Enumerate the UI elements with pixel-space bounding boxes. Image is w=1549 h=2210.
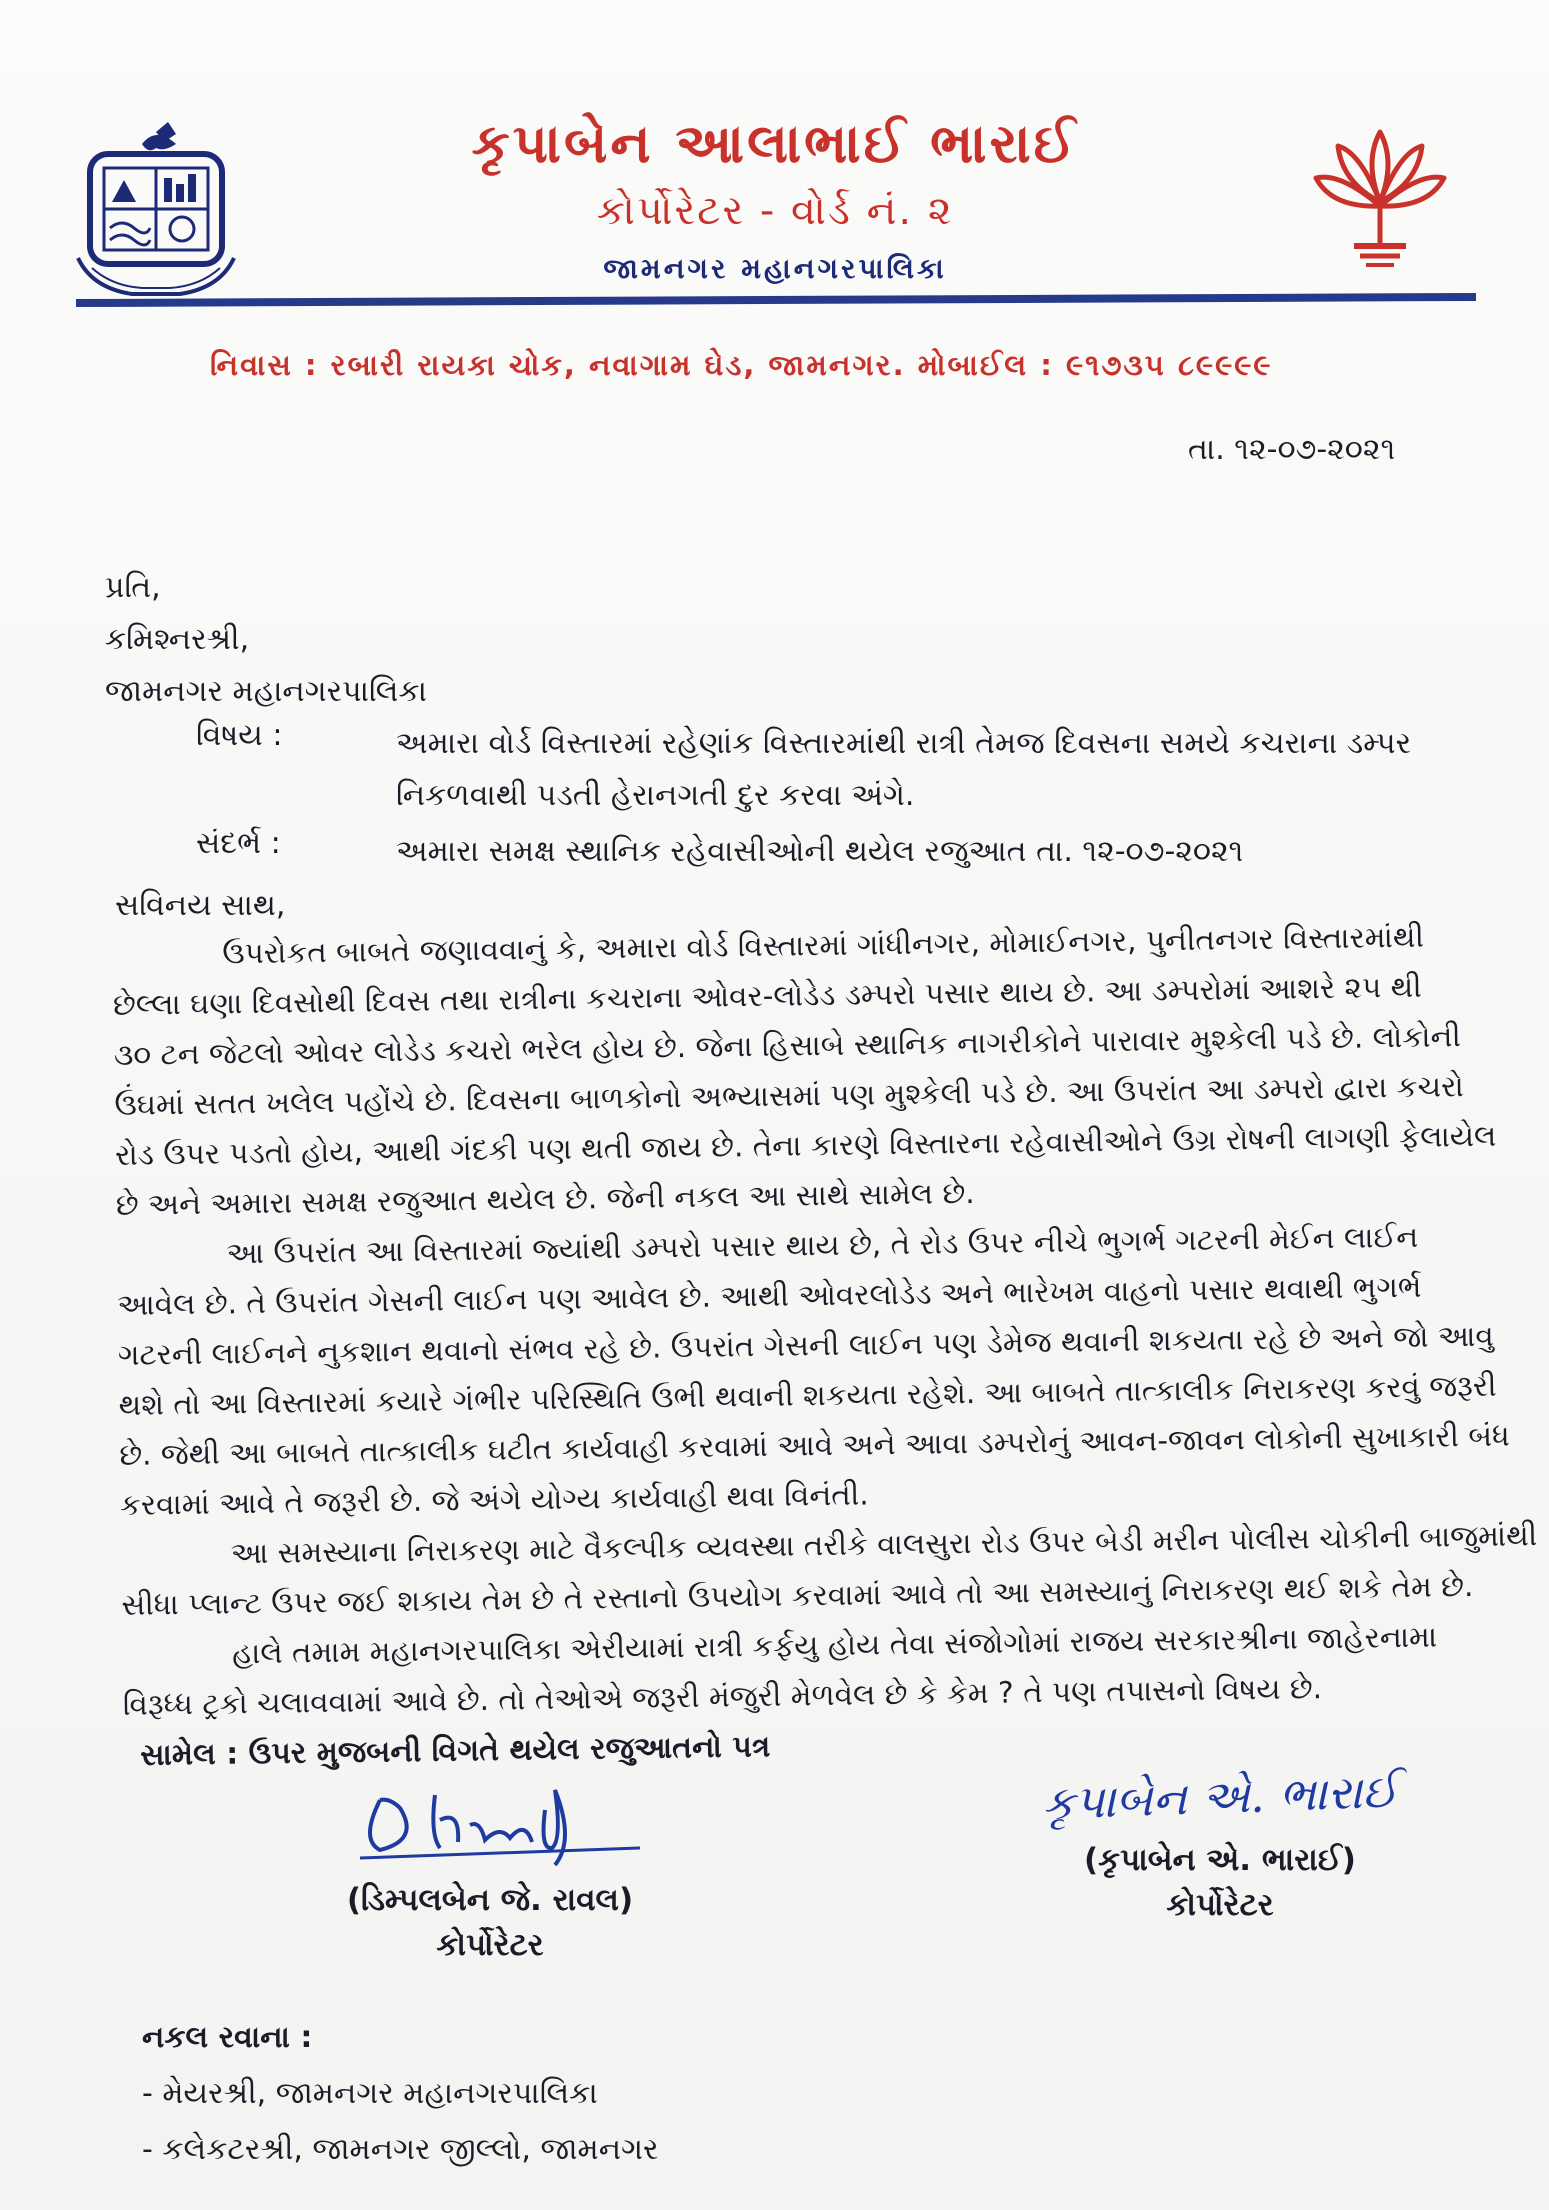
letterhead-organization: જામનગર મહાનગરપાલિકા — [603, 252, 947, 285]
signatory-name: (કૃપાબેન એ. ભારાઈ) — [1084, 1842, 1356, 1878]
signatory-left — [300, 1780, 680, 1964]
signatory-title: કોર્પોરેટર — [1166, 1887, 1274, 1923]
subject-line: અમારા વોર્ડ વિસ્તારમાં રહેણાંક વિસ્તારમાંથી રાત્રી તેમજ દિવસના સમયે કચરાના ડમ્પર — [396, 726, 1412, 761]
header-divider — [76, 293, 1476, 307]
letterhead-name: કૃપાબેન આલાભાઈ ભારાઈ — [471, 112, 1079, 175]
body-line: સીધા પ્લાન્ટ ઉપર જઈ શકાય તેમ છે તે રસ્તાનો ઉપયોગ કરવામાં આવે તો આ સમસ્યાનું નિરાકરણ થઈ શકે તેમ છે. — [121, 1569, 1474, 1622]
reference-text: અમારા સમક્ષ સ્થાનિક રહેવાસીઓની થયેલ રજુઆત તા. ૧૨-૦૭-૨૦૨૧ — [396, 834, 1244, 869]
reference-label: સંદર્ભ : — [196, 826, 281, 861]
enclosure-note: સામેલ : ઉપર મુજબની વિગતે થયેલ રજુઆતનો પત્ર — [140, 1729, 771, 1773]
recipient-to: પ્રતિ, — [105, 570, 161, 605]
copies-heading: નકલ રવાના : — [142, 2020, 313, 2055]
body-line: છે અને અમારા સમક્ષ રજુઆત થયેલ છે. જેની નકલ આ સાથે સામેલ છે. — [115, 1175, 975, 1222]
salutation: સવિનય સાથ, — [115, 888, 286, 923]
copies-block — [142, 2010, 658, 2178]
signatory-name: (ડિમ્પલબેન જે. રાવલ) — [346, 1882, 634, 1918]
handwritten-signature-icon — [340, 1780, 640, 1870]
letter-body — [112, 911, 1538, 1730]
body-line: ઉપરોકત બાબતે જણાવવાનું કે, અમારા વોર્ડ વિસ્તારમાં ગાંધીનગર, મોમાઈનગર, પુનીતનગર વિસ્તારમાંથી — [222, 919, 1425, 971]
subject-block — [196, 718, 1466, 878]
address-line: નિવાસ : રબારી રાયકા ચોક, નવાગામ ઘેડ, જામનગર. મોબાઈલ : ૯૧૭૩૫ ૮૯૯૯૯ — [210, 348, 1273, 382]
body-line: હાલે તમામ મહાનગરપાલિકા એરીયામાં રાત્રી કર્ફયુ હોય તેવા સંજોગોમાં રાજય સરકારશ્રીના જાહેરનામા — [231, 1619, 1438, 1671]
recipient-office: જામનગર મહાનગરપાલિકા — [105, 674, 427, 709]
municipal-crest-icon — [72, 118, 240, 308]
body-line: છે. જેથી આ બાબતે તાત્કાલીક ઘટીત કાર્યવાહી કરવામાં આવે અને આવા ડમ્પરોનું આવન-જાવન લોકોની સુખાકારી બંધ — [119, 1418, 1510, 1472]
subject-line: નિકળવાથી પડતી હેરાનગતી દુર કરવા અંગે. — [396, 778, 915, 813]
signatory-title: કોર્પોરેટર — [436, 1927, 544, 1963]
body-line: થશે તો આ વિસ્તારમાં કયારે ગંભીર પરિસ્થિતિ ઉભી થવાની શકયતા રહેશે. આ બાબતે તાત્કાલીક નિરાકરણ કરવું જરૂરી — [118, 1368, 1497, 1422]
body-line: ગટરની લાઈનને નુકશાન થવાનો સંભવ રહે છે. ઉપરાંત ગેસની લાઈન પણ ડેમેજ થવાની શકયતા રહે છે અને જો આવુ — [117, 1318, 1494, 1372]
copies-item: - મેયરશ્રી, જામનગર મહાનગરપાલિકા — [142, 2076, 598, 2111]
body-line: વિરૂધ્ધ ટ્રકો ચલાવવામાં આવે છે. તો તેઓએ જરૂરી મંજુરી મેળવેલ છે કે કેમ ? તે પણ તપાસનો વિષય છે. — [122, 1671, 1323, 1722]
signatory-right — [985, 1763, 1455, 1924]
recipient-block — [105, 562, 427, 718]
lotus-icon — [1310, 122, 1450, 272]
body-line: ઉંઘમાં સતત ખલેલ પહોંચે છે. દિવસના બાળકોનો અભ્યાસમાં પણ મુશ્કેલી પડે છે. આ ઉપરાંત આ ડમ્પરો દ્વારા કચરો — [114, 1069, 1464, 1122]
body-line: કરવામાં આવે તે જરૂરી છે. જે અંગે યોગ્ય કાર્યવાહી થવા વિનંતી. — [119, 1477, 869, 1522]
letterhead-designation: કોર્પોરેટર - વોર્ડ નં. ૨ — [596, 188, 954, 234]
body-line: આવેલ છે. તે ઉપરાંત ગેસની લાઈન પણ આવેલ છે. આથી ઓવરલોડેડ અને ભારેખમ વાહનો પસાર થવાથી ભુગર્ભ — [116, 1269, 1422, 1322]
copies-item: - કલેકટરશ્રી, જામનગર જીલ્લો, જામનગર — [142, 2132, 659, 2167]
body-line: ૩૦ ટન જેટલો ઓવર લોડેડ કચરો ભરેલ હોય છે. જેના હિસાબે સ્થાનિક નાગરીકોને પારાવાર મુશ્કેલી પડે છે. લોકોની — [113, 1019, 1462, 1072]
recipient-title: કમિશ્નરશ્રી, — [105, 622, 250, 657]
subject-label: વિષય : — [196, 718, 283, 753]
body-line: છેલ્લા ઘણા દિવસોથી દિવસ તથા રાત્રીના કચરાના ઓવર-લોડેડ ડમ્પરો પસાર થાય છે. આ ડમ્પરોમાં આશરે ૨૫ થી — [112, 969, 1422, 1022]
letter-date: તા. ૧૨-૦૭-૨૦૨૧ — [1188, 432, 1396, 467]
handwritten-signature: કૃપાબેન એ. ભારાઈ — [1041, 1763, 1399, 1831]
body-line: આ સમસ્યાના નિરાકરણ માટે વૈકલ્પીક વ્યવસ્થા તરીકે વાલસુરા રોડ ઉપર બેડી મરીન પોલીસ ચોકીની બાજુમાંથી — [230, 1518, 1538, 1571]
body-line: રોડ ઉપર પડતો હોય, આથી ગંદકી પણ થતી જાય છે. તેના કારણે વિસ્તારના રહેવાસીઓને ઉગ્ર રોષની લાગણી ફેલાયેલ — [114, 1118, 1497, 1172]
body-line: આ ઉપરાંત આ વિસ્તારમાં જ્યાંથી ડમ્પરો પસાર થાય છે, તે રોડ ઉપર નીચે ભુગર્ભ ગટરની મેઈન લાઈન — [226, 1219, 1419, 1271]
